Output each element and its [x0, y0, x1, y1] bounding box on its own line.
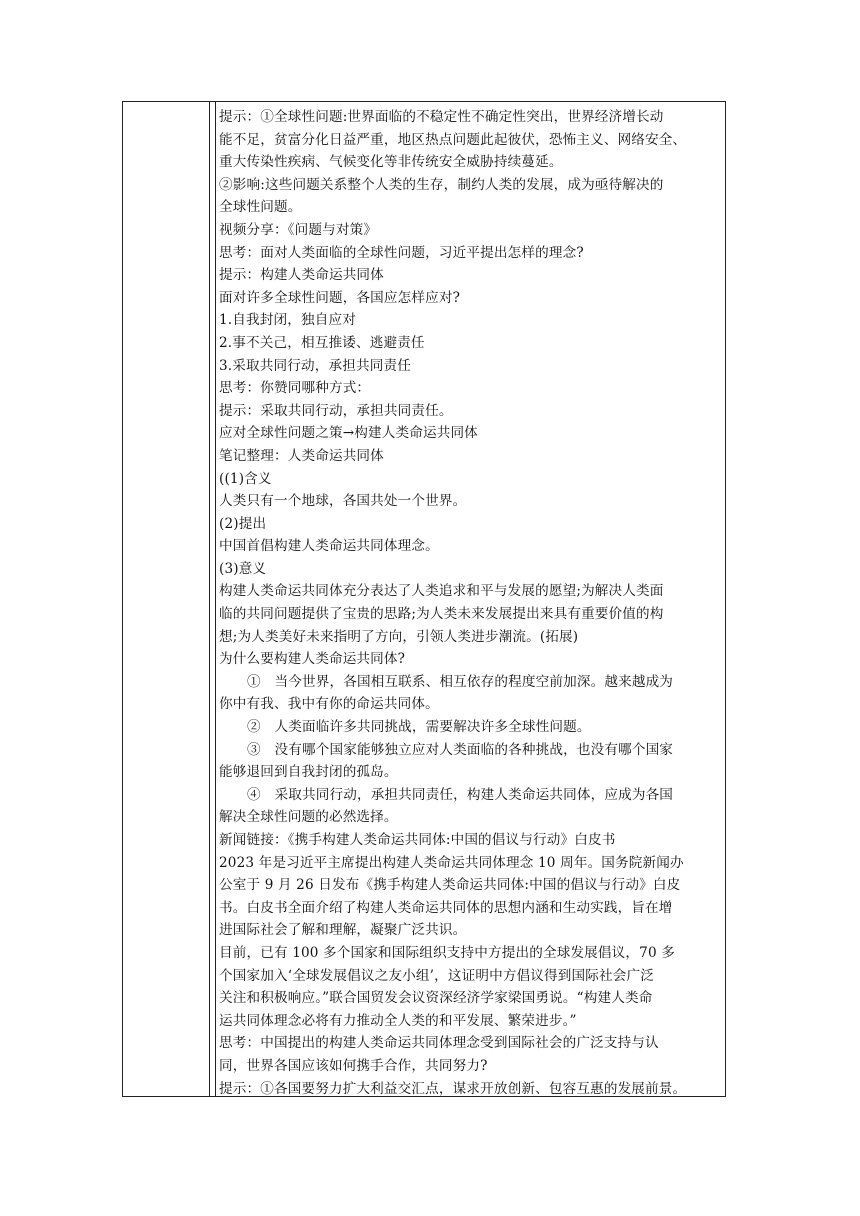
- text-line: 提示：①各国要努力扩大利益交汇点，谋求开放创新、包容互惠的发展前景。: [219, 1080, 687, 1097]
- text-line: ③ 没有哪个国家能够独立应对人类面临的各种挑战，也没有哪个国家: [247, 741, 674, 758]
- text-line: ② 人类面临许多共同挑战，需要解决许多全球性问题。: [247, 719, 591, 736]
- text-line: 临的共同问题提供了宝贵的思路;为人类未来发展提出来具有重要价值的构: [219, 606, 664, 623]
- text-line: 公室于 9 月 26 日发布《携手构建人类命运共同体:中国的倡议与行动》白皮: [219, 877, 681, 894]
- text-line: 2023 年是习近平主席提出构建人类命运共同体理念 10 周年。国务院新闻办: [219, 854, 684, 871]
- text-line: 提示：采取共同行动，承担共同责任。: [219, 402, 453, 419]
- text-line: 能不足，贫富分化日益严重，地区热点问题此起彼伏，恐怖主义、网络安全、: [219, 131, 687, 148]
- lesson-table: [122, 101, 726, 1097]
- text-line: 书。白皮书全面介绍了构建人类命运共同体的思想内涵和生动实践，旨在增: [219, 899, 673, 916]
- text-line: 同，世界各国应该如何携手合作，共同努力?: [219, 1057, 488, 1074]
- text-line: 进国际社会了解和理解，凝聚广泛共识。: [219, 922, 467, 939]
- text-line: 应对全球性问题之策→构建人类命运共同体: [219, 425, 478, 442]
- text-line: 思考：你赞同哪种方式：: [219, 380, 371, 397]
- text-line: 运共同体理念必将有力推动全人类的和平发展、繁荣进步。”: [219, 1012, 577, 1029]
- text-line: 你中有我、我中有你的命运共同体。: [219, 696, 439, 713]
- text-line: (3)意义: [219, 560, 267, 577]
- text-line: ④ 采取共同行动，承担共同责任，构建人类命运共同体，应成为各国: [247, 786, 674, 803]
- text-line: 提示：①全球性问题:世界面临的不稳定性不确定性突出，世界经济增长动: [219, 109, 664, 125]
- text-line: 全球性问题。: [219, 199, 302, 216]
- table-column-narrow: [210, 102, 216, 1096]
- text-line: (2)提出: [219, 515, 267, 532]
- text-line: 面对许多全球性问题，各国应怎样应对?: [219, 289, 461, 306]
- text-line: 想;为人类美好未来指明了方向，引领人类进步潮流。(拓展): [219, 628, 579, 645]
- text-line: 人类只有一个地球，各国共处一个世界。: [219, 493, 467, 510]
- text-line: 能够退回到自我封闭的孤岛。: [219, 764, 398, 781]
- table-content-cell: [219, 106, 719, 1100]
- text-line: 重大传染性疾病、气候变化等非传统安全威胁持续蔓延。: [219, 154, 563, 171]
- text-line: 个国家加入‘全球发展倡议之友小组’，这证明中方倡议得到国际社会广泛: [219, 967, 654, 984]
- text-line: 视频分享：《问题与对策》: [219, 221, 378, 238]
- text-line: 目前，已有 100 多个国家和国际组织支持中方提出的全球发展倡议，70 多: [219, 944, 675, 961]
- text-line: 思考：中国提出的构建人类命运共同体理念受到国际社会的广泛支持与认: [219, 1035, 659, 1052]
- text-line: 思考：面对人类面临的全球性问题，习近平提出怎样的理念?: [219, 244, 584, 261]
- text-line: 解决全球性问题的必然选择。: [219, 809, 398, 826]
- text-line: 提示：构建人类命运共同体: [219, 267, 384, 284]
- text-line: ① 当今世界，各国相互联系、相互依存的程度空前加深。越来越成为: [247, 673, 674, 690]
- text-line: ②影响:这些问题关系整个人类的生存，制约人类的发展，成为亟待解决的: [219, 176, 664, 193]
- text-line: 为什么要构建人类命运共同体?: [219, 651, 406, 668]
- text-line: 构建人类命运共同体充分表达了人类追求和平与发展的愿望;为解决人类面: [219, 583, 664, 600]
- text-line: 3.采取共同行动，承担共同责任: [219, 357, 411, 374]
- text-line: 1.自我封闭，独自应对: [219, 312, 356, 329]
- text-line: 2.事不关己，相互推诿、逃避责任: [219, 334, 425, 351]
- text-line: 关注和积极响应。”联合国贸发会议资深经济学家梁国勇说。“构建人类命: [219, 990, 653, 1007]
- text-line: 中国首倡构建人类命运共同体理念。: [219, 538, 439, 555]
- table-column-left: [123, 102, 210, 1096]
- text-line: ((1)含义: [219, 470, 272, 487]
- text-line: 新闻链接：《携手构建人类命运共同体:中国的倡议与行动》白皮书: [219, 832, 616, 848]
- text-line: 笔记整理：人类命运共同体: [219, 447, 384, 464]
